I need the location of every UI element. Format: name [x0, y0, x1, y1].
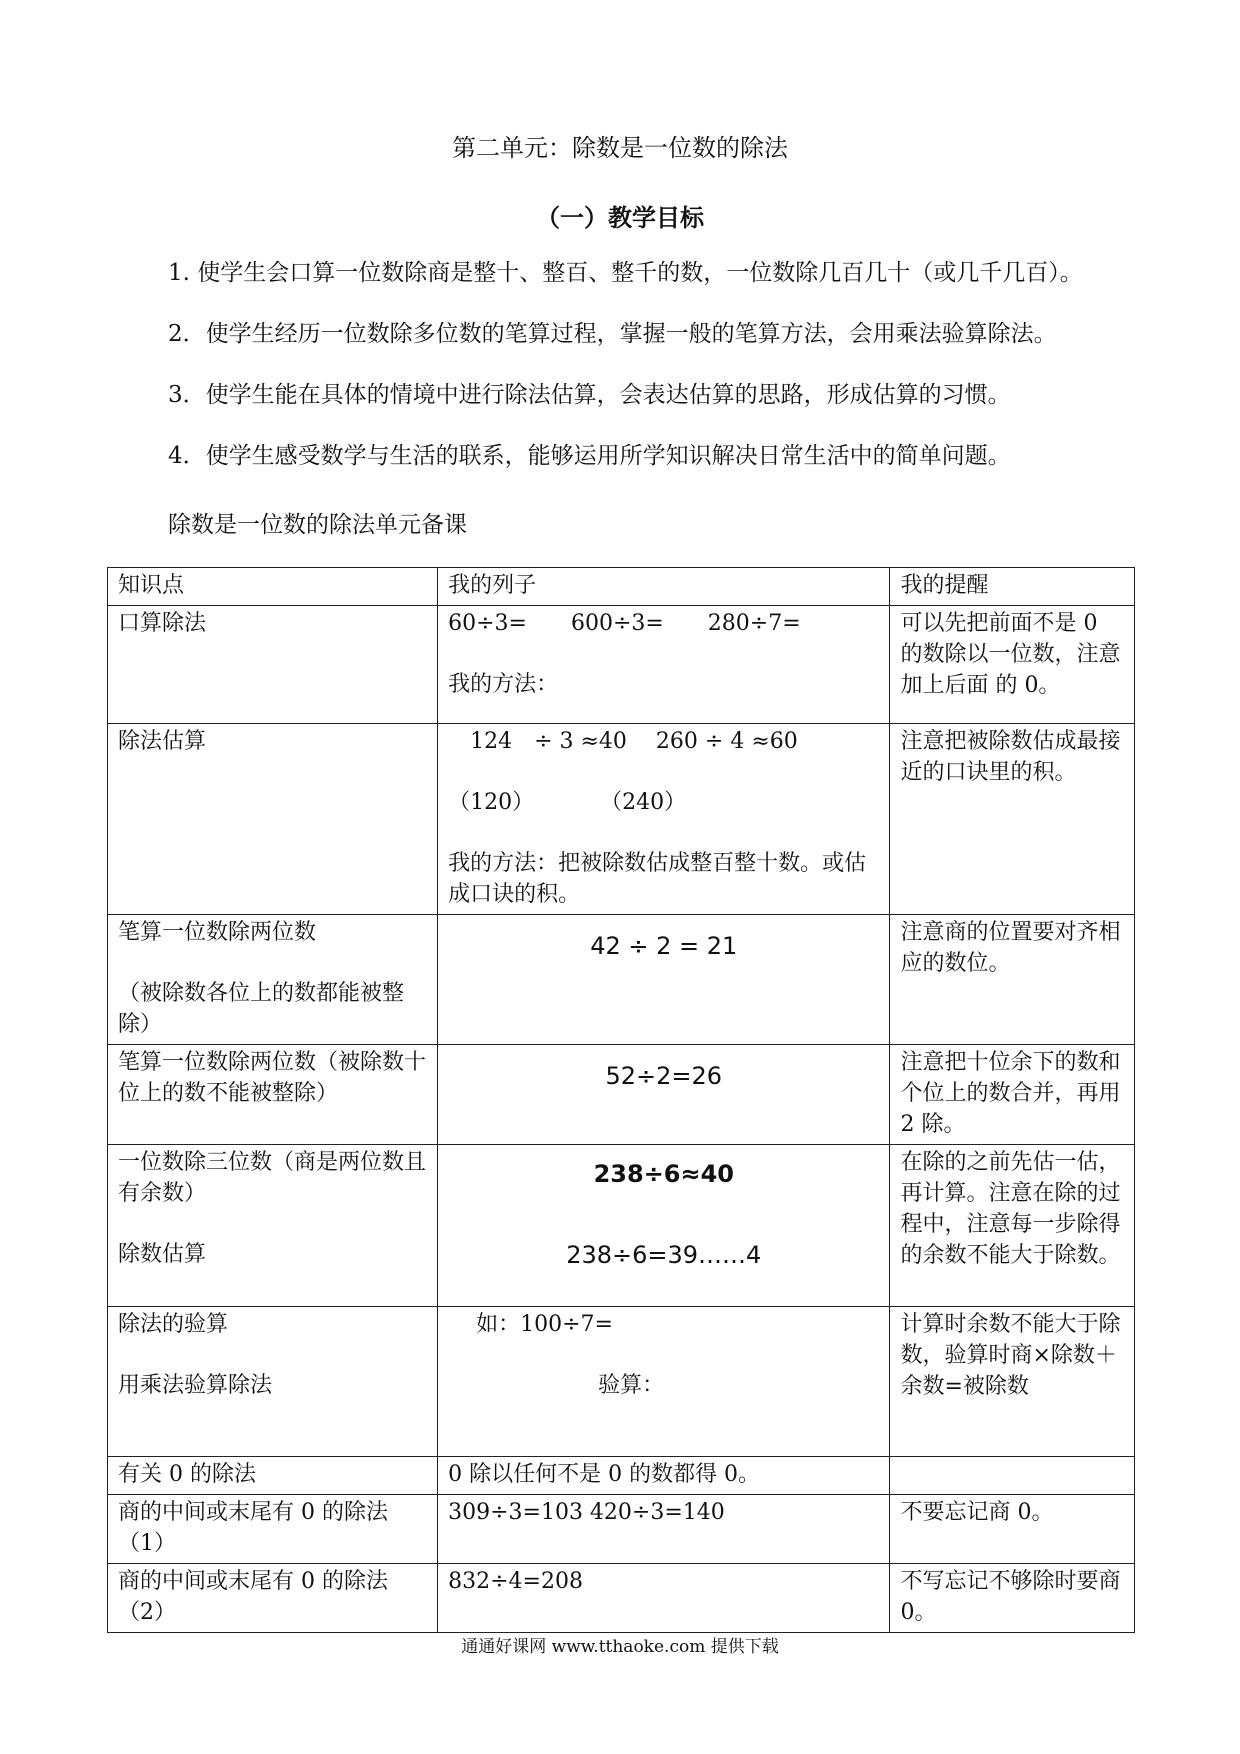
- reminder-cell: 注意把十位余下的数和个位上的数合并，再用 2 除。: [890, 1045, 1135, 1145]
- topic-text: 口算除法: [118, 611, 207, 636]
- header-examples: 我的列子: [438, 568, 890, 606]
- examples-cell: [438, 606, 890, 724]
- topic-text: 有关 0 的除法: [118, 1462, 256, 1487]
- example-text: 832÷4=208: [448, 1569, 583, 1594]
- lesson-plan-table: [107, 567, 1135, 1633]
- example-text: 我的方法：: [448, 672, 559, 697]
- topic-text: 除数估算: [118, 1242, 207, 1267]
- example-text: 238÷6≈40: [593, 1160, 734, 1188]
- header-topic: 知识点: [108, 568, 438, 606]
- topic-text: （被除数各位上的数都能被整除）: [118, 981, 405, 1037]
- topic-text: 笔算一位数除两位数: [118, 920, 317, 945]
- examples-cell: [438, 1457, 890, 1495]
- topic-text: 一位数除三位数（商是两位数且有余数）: [118, 1150, 427, 1206]
- topic-text: 除法估算: [118, 729, 207, 754]
- reminder-cell: 不要忘记商 0。: [890, 1495, 1135, 1564]
- reminder-cell: 计算时余数不能大于除数，验算时商×除数＋余数=被除数: [890, 1307, 1135, 1457]
- example-text: 52÷2=26: [605, 1062, 723, 1090]
- table-row: [108, 1495, 1135, 1564]
- example-text: 我的方法：把被除数估成整百整十数。或估成口诀的积。: [448, 851, 867, 907]
- reminder-cell: [890, 1457, 1135, 1495]
- topic-text: 笔算一位数除两位数（被除数十位上的数不能被整除）: [118, 1050, 427, 1106]
- table-row: [108, 1045, 1135, 1145]
- objective-item: 2．使学生经历一位数除多位数的笔算过程，掌握一般的笔算方法，会用乘法验算除法。: [168, 321, 1057, 347]
- reminder-cell: 注意把被除数估成最接近的口诀里的积。: [890, 724, 1135, 915]
- examples-cell: [438, 1045, 890, 1145]
- header-reminder: 我的提醒: [890, 568, 1135, 606]
- footer-credit: 通通好课网 www.tthaoke.com 提供下载: [461, 1637, 779, 1657]
- topic-text: 商的中间或末尾有 0 的除法（2）: [118, 1569, 388, 1625]
- topic-cell: [108, 1045, 438, 1145]
- example-text: 0 除以任何不是 0 的数都得 0。: [448, 1462, 761, 1487]
- topic-text: 用乘法验算除法: [118, 1373, 273, 1398]
- reminder-cell: 可以先把前面不是 0 的数除以一位数，注意加上后面 的 0。: [890, 606, 1135, 724]
- reminder-cell: 注意商的位置要对齐相应的数位。: [890, 915, 1135, 1045]
- table-row: [108, 606, 1135, 724]
- table-caption: 除数是一位数的除法单元备课: [168, 512, 467, 538]
- topic-cell: [108, 606, 438, 724]
- topic-cell: [108, 915, 438, 1045]
- topic-cell: [108, 1307, 438, 1457]
- examples-cell: [438, 915, 890, 1045]
- example-text: 124 ÷ 3 ≈40 260 ÷ 4 ≈60: [448, 729, 798, 754]
- page-title: 第二单元：除数是一位数的除法: [452, 134, 788, 162]
- table-row: [108, 915, 1135, 1045]
- topic-text: 除法的验算: [118, 1312, 229, 1337]
- example-text: 309÷3=103 420÷3=140: [448, 1500, 725, 1525]
- examples-cell: [438, 1564, 890, 1633]
- objectives-list: [168, 258, 1208, 502]
- objective-item: 3．使学生能在具体的情境中进行除法估算，会表达估算的思路，形成估算的习惯。: [168, 382, 1011, 408]
- topic-cell: [108, 1457, 438, 1495]
- examples-cell: [438, 1307, 890, 1457]
- topic-cell: [108, 1564, 438, 1633]
- topic-cell: [108, 724, 438, 915]
- topic-cell: [108, 1495, 438, 1564]
- reminder-cell: 在除的之前先估一估，再计算。注意在除的过程中，注意每一步除得的余数不能大于除数。: [890, 1145, 1135, 1307]
- example-text: 238÷6=39……4: [566, 1241, 762, 1269]
- objective-item: 1. 使学生会口算一位数除商是整十、整百、整千的数，一位数除几百几十（或几千几百）。: [168, 260, 1083, 286]
- section-heading: （一）教学目标: [536, 203, 704, 232]
- example-text: 42 ÷ 2 = 21: [590, 932, 738, 960]
- table-row: [108, 1307, 1135, 1457]
- example-text: 60÷3= 600÷3= 280÷7=: [448, 611, 801, 636]
- objective-item: 4．使学生感受数学与生活的联系，能够运用所学知识解决日常生活中的简单问题。: [168, 443, 1011, 469]
- example-text: （120） （240）: [448, 790, 687, 815]
- table-row: [108, 1457, 1135, 1495]
- topic-text: 商的中间或末尾有 0 的除法（1）: [118, 1500, 388, 1556]
- topic-cell: [108, 1145, 438, 1307]
- example-text: 验算：: [598, 1373, 665, 1398]
- table-row: [108, 1145, 1135, 1307]
- examples-cell: [438, 1495, 890, 1564]
- example-text: 如：100÷7=: [476, 1312, 613, 1337]
- reminder-cell: 不写忘记不够除时要商 0。: [890, 1564, 1135, 1633]
- table-header-row: [108, 568, 1135, 606]
- table-row: [108, 1564, 1135, 1633]
- examples-cell: [438, 724, 890, 915]
- table-row: [108, 724, 1135, 915]
- examples-cell: [438, 1145, 890, 1307]
